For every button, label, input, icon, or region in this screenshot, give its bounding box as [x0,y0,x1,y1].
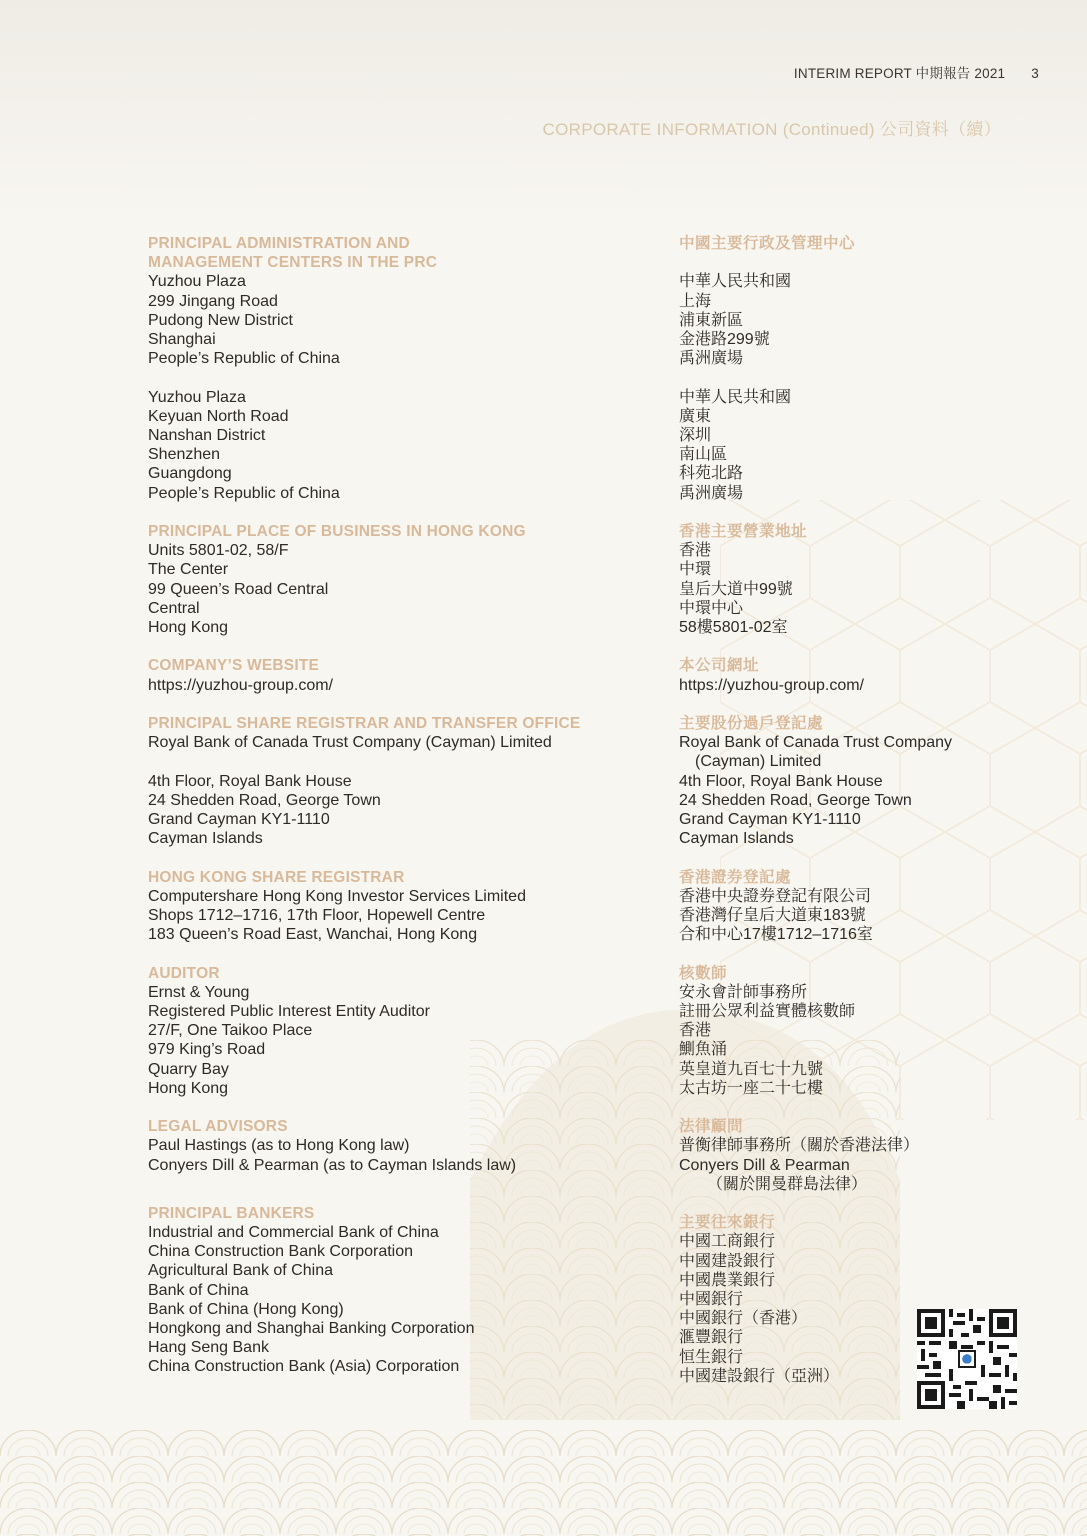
zh-admin-address-shanghai: 中華人民共和國 上海 浦東新區 金港路299號 禹洲廣場 [679,273,792,368]
chinese-column [679,234,999,1386]
hk-business-address: Units 5801-02, 58/F The Center 99 Queen’s Road Central Central Hong Kong [148,542,329,637]
registrar-address: 4th Floor, Royal Bank House 24 Shedden Road, George Town Grand Cayman KY1-1110 Cayman Islands [148,772,381,848]
zh-auditor-details: 安永會計師事務所 註冊公眾利益實體核數師 香港 鰂魚涌 英皇道九百七十九號 太古坊一座二十七樓 [679,983,856,1097]
bankers-title: PRINCIPAL BANKERS [148,1204,315,1222]
admin-title: PRINCIPAL ADMINISTRATION AND MANAGEMENT CENTERS IN THE PRC [148,235,438,272]
zh-admin-address-shenzhen: 中華人民共和國 廣東 深圳 南山區 科苑北路 禹洲廣場 [679,388,792,502]
zh-legal-details: 普衡律師事務所（關於香港法律） Conyers Dill & Pearman （關於開曼群島法律） [679,1137,920,1193]
report-header [794,62,1039,82]
zh-bankers-list: 中國工商銀行 中國建設銀行 中國農業銀行 中國銀行 中國銀行（香港） 滙豐銀行 恒生銀行 中國建設銀行（亞洲） [679,1233,840,1385]
english-column [148,234,648,1377]
zh-legal-title: 法律顧問 [679,1118,744,1136]
zh-website-link[interactable]: https://yuzhou-group.com/ [679,676,864,694]
section-header: CORPORATE INFORMATION (Continued) 公司資料（續） [542,120,1001,139]
zh-admin-title: 中國主要行政及管理中心 [679,235,856,252]
zh-auditor-title: 核數師 [679,964,728,982]
report-title: INTERIM REPORT 中期報告 2021 [793,66,1006,81]
legal-details: Paul Hastings (as to Hong Kong law) Conyers Dill & Pearman (as to Cayman Islands law) [148,1137,517,1174]
zh-registrar-title: 主要股份過戶登記處 [679,715,824,732]
auditor-details: Ernst & Young Registered Public Interest Entity Auditor 27/F, One Taikoo Place 979 King’s Road Quarry Bay Hong Kong [148,983,430,1097]
hk-registrar-details: Computershare Hong Kong Investor Services Limited Shops 1712–1716, 17th Floor, Hopewell Centre 183 Queen’s Road East, Wanchai, Hong Kong [148,887,526,944]
hk-business-title: PRINCIPAL PLACE OF BUSINESS IN HONG KONG [148,523,526,541]
page-number: 3 [1031,66,1039,81]
admin-address-shenzhen: Yuzhou Plaza Keyuan North Road Nanshan District Shenzhen Guangdong People’s Republic of China [148,388,340,502]
zh-website-title: 本公司網址 [679,657,760,675]
zh-registrar-details: Royal Bank of Canada Trust Company (Cayman) Limited 4th Floor, Royal Bank House 24 Shedden Road, George Town Grand Cayman KY1-1110 Cayman Islands [679,734,953,848]
zh-hk-registrar-title: 香港證券登記處 [679,868,792,886]
website-title: COMPANY’S WEBSITE [148,657,320,675]
auditor-title: AUDITOR [148,964,220,982]
zh-hk-registrar-details: 香港中央證券登記有限公司 香港灣仔皇后大道東183號 合和中心17樓1712–1716室 [679,887,873,944]
website-link[interactable]: https://yuzhou-group.com/ [148,676,333,694]
zh-bankers-title: 主要往來銀行 [679,1214,776,1232]
qr-code-icon[interactable] [917,1309,1017,1409]
legal-title: LEGAL ADVISORS [148,1118,288,1136]
registrar-name: Royal Bank of Canada Trust Company (Cayman) Limited [148,734,552,752]
hk-registrar-title: HONG KONG SHARE REGISTRAR [148,868,405,886]
bankers-list: Industrial and Commercial Bank of China China Construction Bank Corporation Agricultural Bank of China Bank of China Bank of China (Hong Kong) Hongkong and Shanghai Banking Corporation Hang Seng Bank China Construction Bank (Asia) Corporation [148,1224,475,1376]
admin-address-shanghai: Yuzhou Plaza 299 Jingang Road Pudong New District Shanghai People’s Republic of China [148,273,340,368]
zh-hk-business-address: 香港 中環 皇后大道中99號 中環中心 58樓5801-02室 [679,542,793,637]
zh-hk-business-title: 香港主要營業地址 [679,523,808,540]
registrar-title: PRINCIPAL SHARE REGISTRAR AND TRANSFER OFFICE [148,715,581,733]
